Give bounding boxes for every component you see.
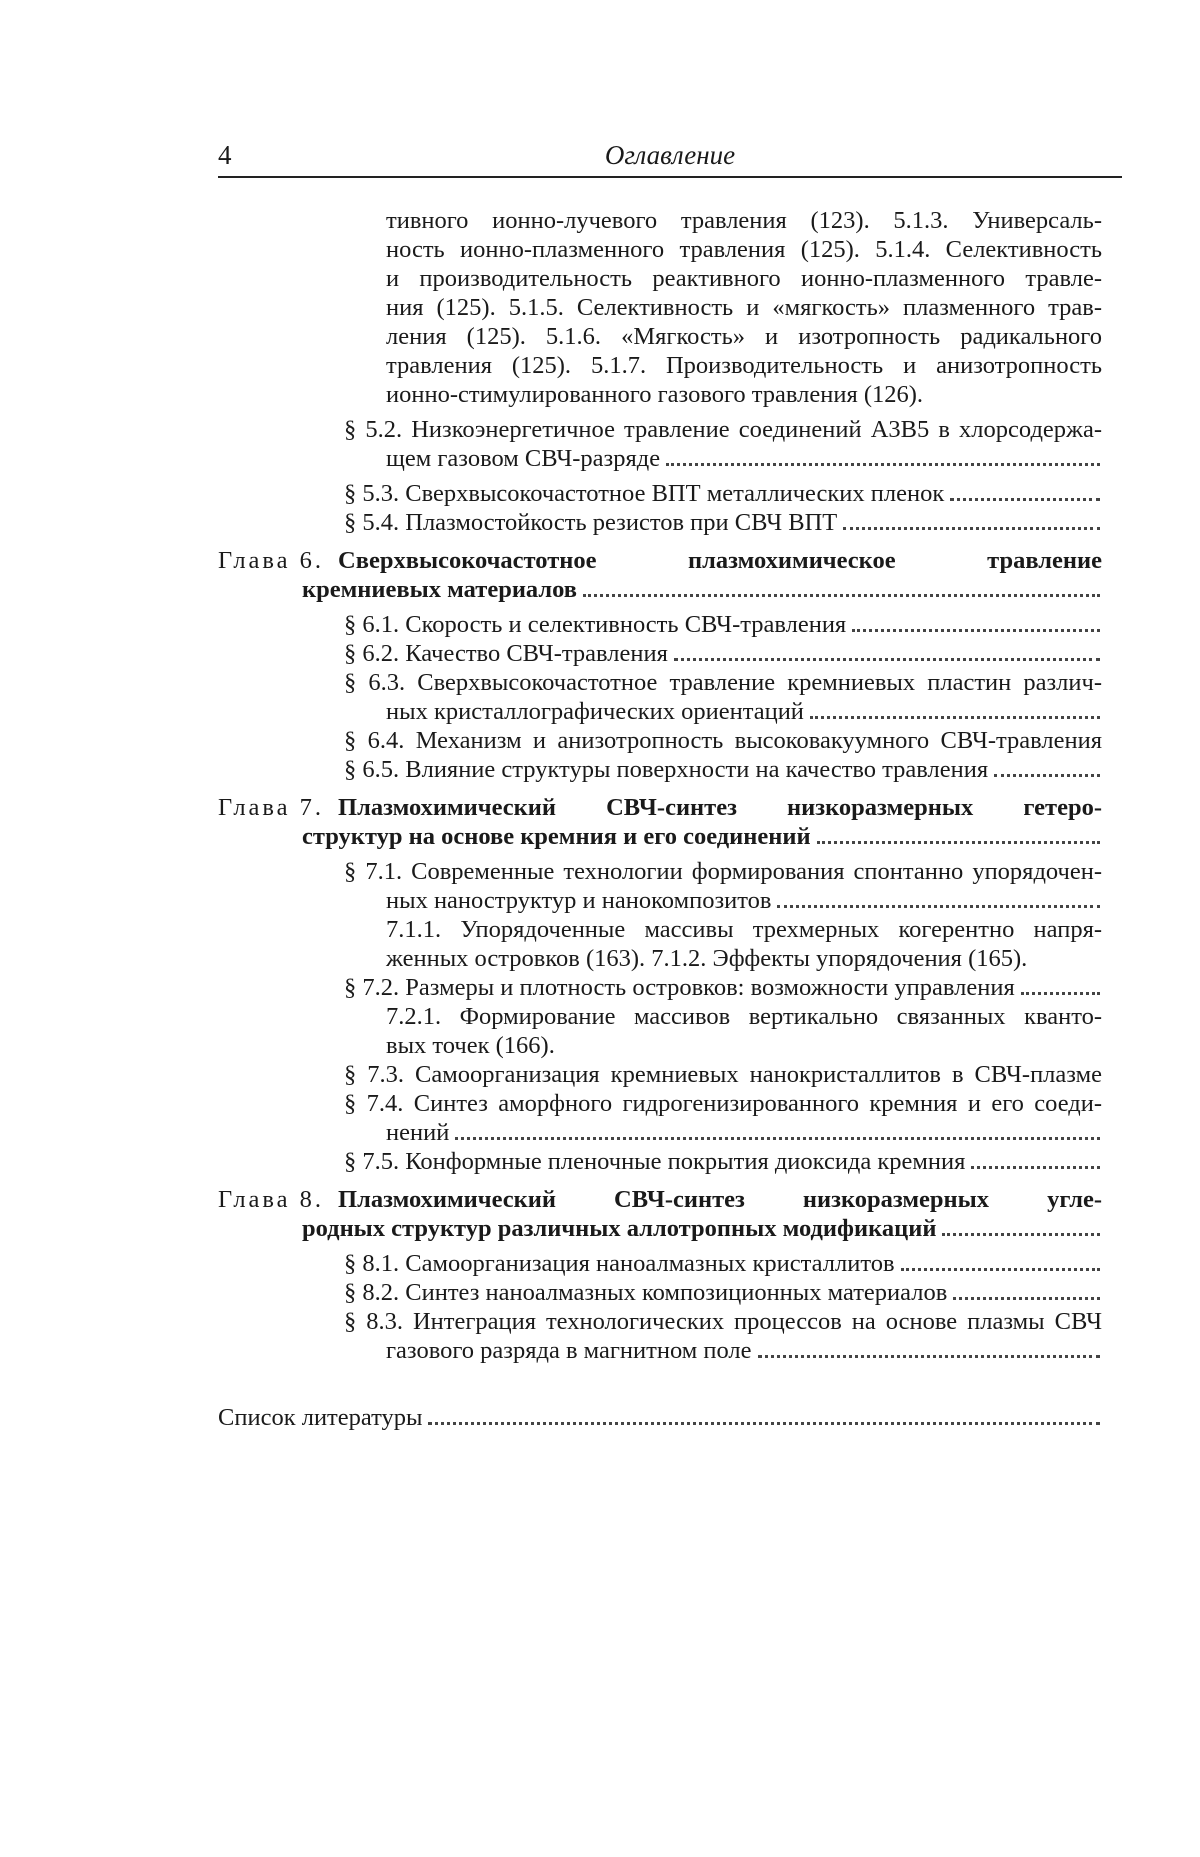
dot-leader [1021, 992, 1100, 995]
toc-entry-text: § 6.4. Механизм и анизотропность высоковакуумного СВЧ-травления [344, 727, 1102, 754]
toc-line [344, 1089, 1102, 1118]
toc-line [386, 1118, 1102, 1147]
toc-chapter-line [218, 793, 1102, 822]
toc-entry-text: 7.1.1. Упорядоченные массивы трехмерных когерентно напря- [386, 916, 1102, 943]
toc-entry-text: структур на основе кремния и его соединений [302, 823, 811, 850]
dot-leader [942, 1233, 1100, 1236]
toc-line [344, 1060, 1102, 1089]
toc-line [344, 726, 1102, 755]
toc-entry-text: § 7.1. Современные технологии формирования спонтанно упорядочен- [344, 858, 1102, 885]
dot-leader [971, 1166, 1100, 1169]
toc-entry-text: § 6.1. Скорость и селективность СВЧ-травления [344, 611, 847, 638]
toc-entry-text: и производительность реактивного ионно-плазменного травле- [386, 265, 1102, 292]
toc-entry-text: § 7.4. Синтез аморфного гидрогенизированного кремния и его соеди- [344, 1090, 1102, 1117]
toc-entry-text: § 5.2. Низкоэнергетичное травление соединений A3B5 в хлорсодержа- [344, 416, 1102, 443]
toc-line [386, 293, 1102, 322]
toc-line [386, 322, 1102, 351]
toc-line [344, 479, 1102, 508]
toc-line [344, 973, 1102, 1002]
running-title: Оглавление [604, 140, 736, 170]
toc-entry-text: § 8.3. Интеграция технологических процессов на основе плазмы СВЧ [344, 1308, 1102, 1335]
toc-line [386, 1336, 1102, 1365]
toc-entry-text: щем газовом СВЧ-разряде [386, 445, 661, 472]
page-number: 4 [218, 140, 232, 170]
dot-leader [777, 905, 1100, 908]
toc-entry-text: кремниевых материалов [302, 576, 578, 603]
chapter-label: Глава 7. [218, 794, 325, 821]
running-header [218, 140, 1122, 178]
toc-line [302, 1214, 1102, 1243]
toc-entry-text: женных островков (163). 7.1.2. Эффекты упорядочения (165). [386, 945, 1028, 972]
toc-entry-text: § 6.3. Сверхвысокочастотное травление кремниевых пластин различ- [344, 669, 1102, 696]
dot-leader [758, 1355, 1100, 1358]
dot-leader [666, 463, 1100, 466]
toc-entry-text: нений [386, 1119, 450, 1146]
toc-entry-text: § 5.4. Плазмостойкость резистов при СВЧ ВПТ [344, 509, 838, 536]
toc-entry-text: § 6.5. Влияние структуры поверхности на качество травления [344, 756, 989, 783]
toc-line [344, 1249, 1102, 1278]
dot-leader [901, 1268, 1100, 1271]
toc-line [344, 508, 1102, 537]
toc-entry-text: § 5.3. Сверхвысокочастотное ВПТ металлических пленок [344, 480, 945, 507]
toc-line [344, 668, 1102, 697]
toc-entry-text: § 7.5. Конформные пленочные покрытия диоксида кремния [344, 1148, 966, 1175]
chapter-title: Плазмохимический СВЧ-синтез низкоразмерных угле- [338, 1186, 1102, 1213]
toc-line [302, 575, 1102, 604]
toc-line [386, 264, 1102, 293]
toc-line [218, 1403, 1102, 1432]
toc-line [344, 755, 1102, 784]
toc-line [386, 380, 1102, 409]
dot-leader [810, 716, 1100, 719]
toc-line [386, 235, 1102, 264]
toc-entry-text: газового разряда в магнитном поле [386, 1337, 752, 1364]
dot-leader [843, 527, 1100, 530]
toc-line [386, 1002, 1102, 1031]
dot-leader [953, 1297, 1100, 1300]
toc-line [386, 944, 1102, 973]
toc-entry-text: Список литературы [218, 1404, 423, 1431]
toc-entry-text: тивного ионно-лучевого травления (123). 5.1.3. Универсаль- [386, 207, 1102, 234]
toc-line [302, 822, 1102, 851]
chapter-title: Плазмохимический СВЧ-синтез низкоразмерных гетеро- [338, 794, 1102, 821]
toc-entry-text: § 8.2. Синтез наноалмазных композиционных материалов [344, 1279, 948, 1306]
dot-leader [994, 774, 1100, 777]
chapter-label: Глава 8. [218, 1186, 325, 1213]
toc-line [344, 415, 1102, 444]
dot-leader [817, 841, 1100, 844]
toc-entry-text: ных кристаллографических ориентаций [386, 698, 804, 725]
toc-entry-text: § 7.3. Самоорганизация кремниевых нанокристаллитов в СВЧ-плазме [344, 1061, 1102, 1088]
toc-line [386, 351, 1102, 380]
toc-line [344, 1278, 1102, 1307]
toc-entry-text: родных структур различных аллотропных модификаций [302, 1215, 937, 1242]
toc-line [386, 915, 1102, 944]
toc-line [344, 1147, 1102, 1176]
toc-line [344, 857, 1102, 886]
toc-line [344, 610, 1102, 639]
toc-entry-text: ность ионно-плазменного травления (125). 5.1.4. Селективность [386, 236, 1102, 263]
chapter-title: Сверхвысокочастотное плазмохимическое травление [338, 547, 1102, 574]
dot-leader [583, 594, 1100, 597]
toc-entry-text: § 8.1. Самоорганизация наноалмазных кристаллитов [344, 1250, 895, 1277]
toc-entry-text: травления (125). 5.1.7. Производительность и анизотропность [386, 352, 1102, 379]
toc-line [344, 639, 1102, 668]
toc-entry-text: вых точек (166). [386, 1032, 555, 1059]
toc-entry-text: ных наноструктур и нанокомпозитов [386, 887, 772, 914]
toc-line [344, 1307, 1102, 1336]
toc-line [386, 206, 1102, 235]
chapter-label: Глава 6. [218, 547, 325, 574]
toc-chapter-line [218, 1185, 1102, 1214]
toc-entry-text: 7.2.1. Формирование массивов вертикально связанных кванто- [386, 1003, 1102, 1030]
dot-leader [428, 1422, 1100, 1425]
toc-line [386, 886, 1102, 915]
dot-leader [852, 629, 1100, 632]
toc-entry-text: ления (125). 5.1.6. «Мягкость» и изотропность радикального [386, 323, 1102, 350]
toc-line [386, 444, 1102, 473]
toc-entry-text: ионно-стимулированного газового травления (126). [386, 381, 924, 408]
toc-entry-text: § 7.2. Размеры и плотность островков: возможности управления [344, 974, 1015, 1001]
dot-leader [455, 1137, 1100, 1140]
toc-line [386, 697, 1102, 726]
dot-leader [950, 498, 1100, 501]
dot-leader [674, 658, 1100, 661]
toc-entry-text: § 6.2. Качество СВЧ-травления [344, 640, 668, 667]
toc-line [386, 1031, 1102, 1060]
toc-entry-text: ния (125). 5.1.5. Селективность и «мягкость» плазменного трав- [386, 294, 1102, 321]
toc-chapter-line [218, 546, 1102, 575]
